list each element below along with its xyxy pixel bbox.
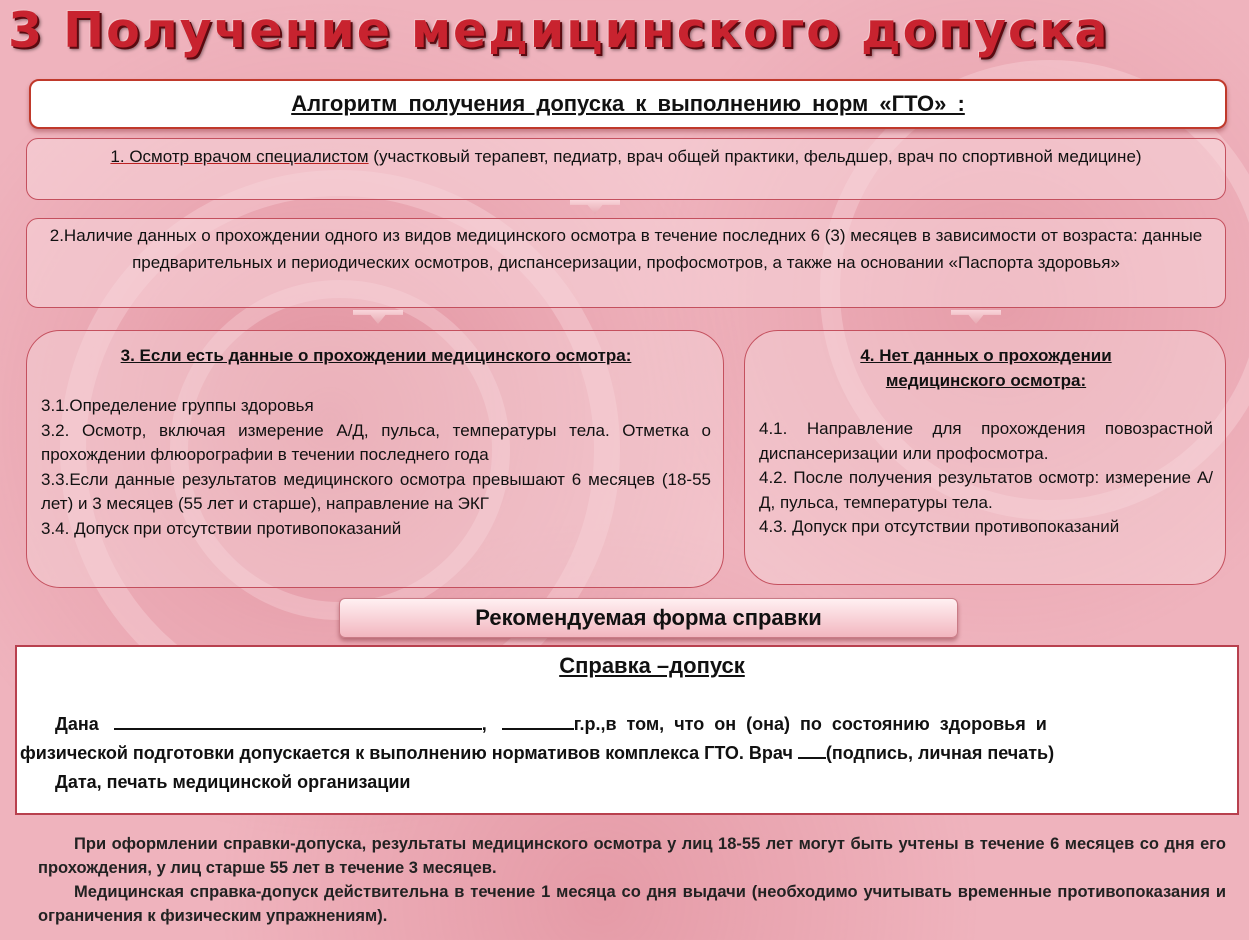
branch-3-item: 3.1.Определение группы здоровья bbox=[41, 396, 314, 415]
branch-3-box bbox=[26, 330, 724, 588]
branch-3-items bbox=[41, 394, 711, 541]
branch-4-box bbox=[744, 330, 1226, 585]
birth-year-blank-field bbox=[502, 712, 574, 730]
algorithm-subtitle bbox=[29, 79, 1227, 129]
certificate-line-2-end: (подпись, личная печать) bbox=[825, 743, 1055, 763]
recommended-form-header-text: Рекомендуемая форма справки bbox=[475, 605, 822, 630]
step-1-lead: 1. Осмотр врачом специалистом bbox=[110, 147, 369, 166]
certificate-form bbox=[15, 645, 1239, 815]
certificate-line-1-rest: в том, что он (она) по состоянию здоровья и bbox=[605, 714, 1047, 734]
step-1-text bbox=[27, 143, 1225, 170]
certificate-line-2 bbox=[17, 739, 1227, 768]
recommended-form-header bbox=[339, 598, 958, 638]
arrow-down-icon bbox=[570, 200, 620, 214]
note-paragraph: Медицинская справка-допуск действительна в течение 1 месяца со дня выдачи (необходимо учитывать временные противопоказания и ограничения к физическим упражнениям). bbox=[38, 883, 1226, 925]
certificate-line-3: Дата, печать медицинской организации bbox=[55, 772, 411, 792]
certificate-comma: , bbox=[481, 714, 487, 734]
branch-3-item: 3.4. Допуск при отсутствии противопоказаний bbox=[41, 518, 402, 538]
certificate-title: Справка –допуск bbox=[559, 653, 745, 678]
signature-blank-field bbox=[798, 741, 826, 759]
algorithm-subtitle-text: Алгоритм получения допуска к выполнению норм «ГТО» : bbox=[291, 91, 965, 116]
branch-4-item: 4.1. Направление для прохождения повозрастной диспансеризации или профосмотра. bbox=[759, 419, 1213, 463]
step-2-box bbox=[26, 218, 1226, 308]
step-1-detail: (участковый терапевт, педиатр, врач общей практики, фельдшер, врач по спортивной медицине) bbox=[368, 147, 1142, 166]
branch-3-item: 3.3.Если данные результатов медицинского осмотра превышают 6 месяцев (18-55 лет) и 3 месяцев (55 лет и старше), направление на ЭКГ bbox=[41, 469, 711, 513]
branch-4-items bbox=[759, 417, 1213, 540]
name-blank-field bbox=[114, 712, 482, 730]
branch-3-item: 3.2. Осмотр, включая измерение А/Д, пульса, температуры тела. Отметка о прохождении флюорографии в течении последнего года bbox=[41, 420, 711, 464]
step-2-text: 2.Наличие данных о прохождении одного из видов медицинского осмотра в течение последних 6 (3) месяцев в зависимости от возраста: данные предварительных и периодических осмотров, диспансеризации, профосмотров, а также на основании «Паспорта здоровья» bbox=[49, 226, 1203, 272]
note-paragraph: При оформлении справки-допуска, результаты медицинского осмотра у лиц 18-55 лет могут быть учтены в течение 6 месяцев со дня его прохождения, у лиц старше 55 лет в течение 3 месяцев. bbox=[38, 835, 1226, 877]
certificate-dob-label: г.р., bbox=[573, 714, 606, 734]
branch-4-item: 4.2. После получения результатов осмотр: измерение А/Д, пульса, температуры тела. bbox=[759, 468, 1213, 512]
step-1-box bbox=[26, 138, 1226, 200]
branch-4-item: 4.3. Допуск при отсутствии противопоказаний bbox=[759, 517, 1120, 536]
branch-4-title: 4. Нет данных о прохождении медицинского осмотра: bbox=[860, 346, 1112, 390]
notes bbox=[38, 832, 1226, 928]
page-title: 3 Получение медицинского допуска bbox=[8, 2, 1110, 59]
certificate-given-label: Дана bbox=[55, 714, 99, 734]
branch-3-title: 3. Если есть данные о прохождении медицинского осмотра: bbox=[120, 346, 632, 365]
certificate-line-2-start: физической подготовки допускается к выполнению нормативов комплекса ГТО. Врач bbox=[20, 743, 793, 763]
certificate-line-1 bbox=[17, 710, 1227, 739]
